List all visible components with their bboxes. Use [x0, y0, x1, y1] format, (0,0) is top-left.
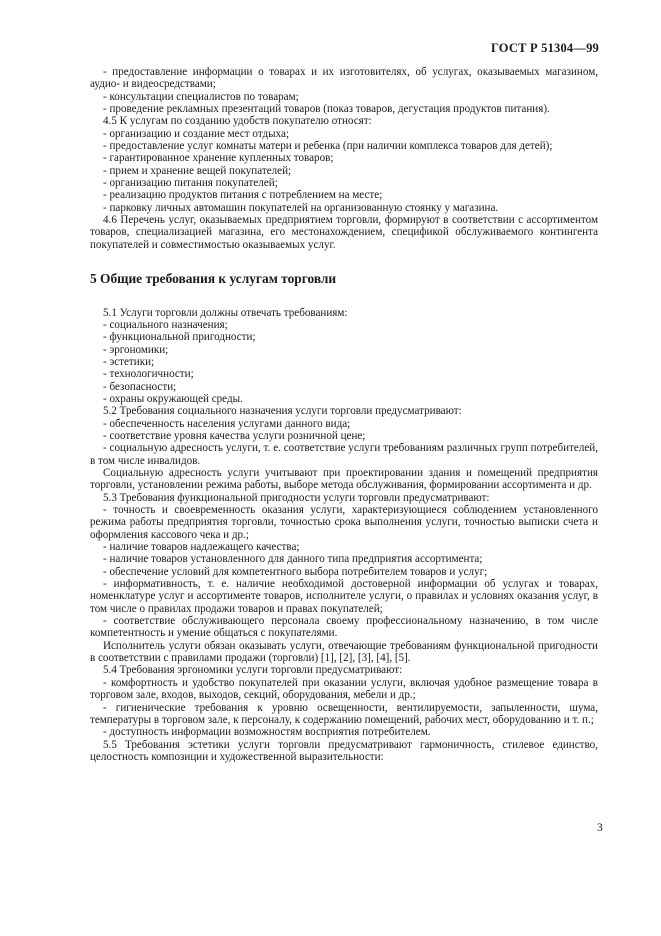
- document-header: ГОСТ Р 51304—99: [490, 41, 599, 55]
- paragraph: - прием и хранение вещей покупателей;: [103, 164, 292, 177]
- paragraph: - гигиенические требования к уровню освещенности, вентилируемости, запыленности, шума, температуры в торговом зале, к персоналу, к содержанию помещений, рабочих мест, оборудованию и т. п.;: [90, 701, 598, 726]
- paragraph: - организацию питания покупателей;: [103, 177, 278, 190]
- paragraph: 5.5 Требования эстетики услуги торговли предусматривают гармоничность, стилевое единство, целостность композиции и художественной выразительности:: [90, 738, 598, 763]
- paragraph: Исполнитель услуги обязан оказывать услуги, отвечающие требованиям функциональной пригодности в соответствии с правилами продажи (торговли) [1], [2], [3], [4], [5].: [90, 639, 598, 665]
- paragraph: - предоставление информации о товарах и их изготовителях, об услугах, оказываемых магазином, аудио- и видеосредствами;: [90, 66, 598, 91]
- paragraph: - эргономики;: [103, 343, 169, 356]
- paragraph: 5.3 Требования функциональной пригодности услуги торговли предусматривают:: [103, 491, 490, 504]
- paragraph: 4.6 Перечень услуг, оказываемых предприятием торговли, формируют в соответствии с ассортиментом товаров, специализацией магазина, его местонахождением, спецификой обслуживаемого контингента покупателей и совместимостью оказываемых услуг.: [90, 214, 598, 251]
- paragraph: - функциональной пригодности;: [103, 331, 256, 344]
- paragraph: - парковку личных автомашин покупателей на организованную стоянку у магазина.: [103, 201, 499, 214]
- paragraph: - консультации специалистов по товарам;: [103, 90, 299, 103]
- paragraph: 5.1 Услуги торговли должны отвечать требованиям:: [103, 306, 348, 319]
- paragraph: - соответствие обслуживающего персонала своему профессиональному назначению, в том числе компетентность и умение общаться с покупателями.: [90, 615, 598, 640]
- paragraph: - гарантированное хранение купленных товаров;: [103, 152, 334, 165]
- paragraph: - безопасности;: [103, 380, 177, 393]
- paragraph: - проведение рекламных презентаций товаров (показ товаров, дегустация продуктов питания).: [103, 103, 550, 116]
- paragraph: 5.2 Требования социального назначения услуги торговли предусматривают:: [103, 405, 462, 418]
- section-heading: 5 Общие требования к услугам торговли: [90, 271, 337, 287]
- paragraph: - доступность информации возможностям восприятия потребителем.: [103, 726, 431, 739]
- paragraph: - соответствие уровня качества услуги розничной цене;: [103, 429, 366, 442]
- paragraph: - реализацию продуктов питания с потреблением на месте;: [103, 189, 383, 202]
- paragraph: - обеспеченность населения услугами данного вида;: [103, 417, 351, 430]
- paragraph: 4.5 К услугам по созданию удобств покупателю относят:: [103, 115, 372, 128]
- paragraph: - организацию и создание мест отдыха;: [103, 127, 290, 140]
- paragraph: 5.4 Требования эргономики услуги торговли предусматривают:: [103, 664, 403, 677]
- paragraph: - наличие товаров установленного для данного типа предприятия ассортимента;: [103, 553, 483, 566]
- paragraph: - социальную адресность услуги, т. е. соответствие услуги требованиям различных групп потребителей, в том числе инвалидов.: [90, 442, 598, 467]
- paragraph: - предоставление услуг комнаты матери и ребенка (при наличии комплекса товаров для детей);: [103, 140, 553, 153]
- paragraph: - технологичности;: [103, 368, 194, 381]
- paragraph: - эстетики;: [103, 355, 155, 368]
- paragraph: - информативность, т. е. наличие необходимой достоверной информации об услугах и товарах, номенклатуре услуг и ассортименте товаров, исполнителе услуги, о правилах и условиях оказания услуг, в том числе о правилах продажи товаров и правах покупателей;: [90, 578, 598, 615]
- paragraph: - социального назначения;: [103, 318, 228, 331]
- paragraph: - комфортность и удобство покупателей при оказании услуги, включая удобное размещение товара в торговом зале, входов, выходов, секций, оборудования, мебели и др.;: [90, 676, 598, 702]
- document-body: [90, 66, 598, 763]
- paragraph: - наличие товаров надлежащего качества;: [103, 541, 300, 554]
- paragraph: - обеспечение условий для компетентного выбора потребителем товаров и услуг;: [103, 565, 488, 578]
- page-number: 3: [597, 822, 603, 834]
- paragraph: - охраны окружающей среды.: [103, 392, 243, 405]
- paragraph: Социальную адресность услуги учитывают при проектировании здания и помещений предприятия торговли, установлении режима работы, выборе метода обслуживания, формировании ассортимента и др.: [90, 466, 598, 492]
- paragraph: - точность и своевременность оказания услуги, характеризующиеся соблюдением установленного режима работы предприятия торговли, точностью срока выполнения услуги, точностью выписки счета и оформления кассового чека и др.;: [90, 504, 598, 541]
